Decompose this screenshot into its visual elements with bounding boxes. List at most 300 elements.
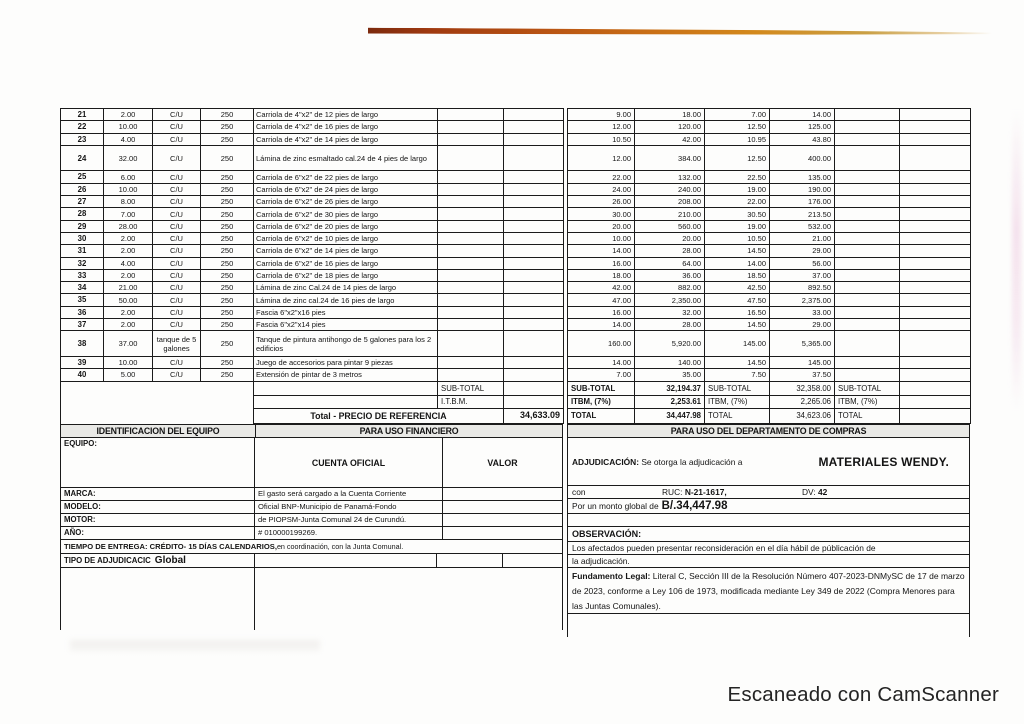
item-code: 250	[201, 269, 254, 281]
observacion-line1: Los afectados pueden presentar reconsideración en el día hábil de públicación de	[567, 542, 970, 555]
ref-unit-cell	[438, 220, 504, 232]
marca-valor-cell	[443, 488, 563, 501]
unit-price-3	[835, 109, 900, 121]
item-number: 26	[61, 183, 104, 195]
total-price-3	[900, 208, 971, 220]
v3-total-value	[900, 408, 971, 424]
ref-itbm-value	[504, 396, 564, 409]
unit-price-3	[835, 245, 900, 257]
ref-total-cell	[504, 183, 564, 195]
total-price-1: 42.00	[635, 133, 705, 145]
item-qty: 2.00	[104, 232, 153, 244]
item-description: Carriola de 6"x2" de 26 pies de largo	[254, 196, 438, 208]
tipo-adjudicacion-value: Global	[154, 554, 186, 566]
unit-price-3	[835, 282, 900, 294]
item-qty: 10.00	[104, 183, 153, 195]
total-price-2: 5,365.00	[770, 331, 835, 357]
tiempo-entrega-rest: en coordinación, con la Junta Comunal.	[276, 541, 404, 551]
item-number: 38	[61, 331, 104, 357]
item-number: 22	[61, 121, 104, 133]
ref-total-cell	[504, 319, 564, 331]
unit-price-1: 7.00	[568, 369, 635, 381]
item-qty: 28.00	[104, 220, 153, 232]
ref-total-cell	[504, 369, 564, 381]
total-price-3	[900, 245, 971, 257]
ref-total-cell	[504, 196, 564, 208]
border-line	[60, 568, 61, 630]
total-price-1: 120.00	[635, 121, 705, 133]
total-price-2: 145.00	[770, 356, 835, 368]
item-unit: C/U	[153, 319, 201, 331]
item-qty: 21.00	[104, 282, 153, 294]
item-row	[61, 356, 564, 368]
item-qty: 6.00	[104, 171, 153, 183]
total-price-1: 18.00	[635, 109, 705, 121]
unit-price-2: 14.50	[705, 319, 770, 331]
tiempo-entrega-bold: TIEMPO DE ENTREGA: CRÉDITO- 15 DÍAS CALENDARIOS,	[64, 541, 277, 551]
ano-value: # 010000199269.	[255, 527, 443, 540]
unit-price-1: 12.00	[568, 145, 635, 171]
dv-pair	[802, 487, 827, 497]
border-line	[969, 614, 970, 637]
item-number: 32	[61, 257, 104, 269]
item-number: 34	[61, 282, 104, 294]
item-row	[61, 282, 564, 294]
item-qty: 8.00	[104, 196, 153, 208]
adjudicacion-phrase: Se otorga la adjudicación a	[639, 456, 743, 467]
tipo-empty-2	[437, 554, 503, 569]
adjudicacion-label: ADJUDICACIÓN:	[572, 456, 639, 467]
item-qty: 10.00	[104, 121, 153, 133]
v1-total-value: 34,447.98	[635, 408, 705, 424]
observacion-line2-row	[567, 555, 970, 568]
unit-price-1: 16.00	[568, 306, 635, 318]
ref-total-cell	[504, 294, 564, 306]
item-row	[61, 269, 564, 281]
item-description: Tanque de pintura antihongo de 5 galones para los 2 edificios	[254, 331, 438, 357]
section-header-band-left	[60, 424, 563, 438]
unit-price-3	[835, 183, 900, 195]
unit-price-2: 22.00	[705, 196, 770, 208]
total-price-2: 43.80	[770, 133, 835, 145]
unit-price-3	[835, 269, 900, 281]
item-price-row	[568, 183, 971, 195]
unit-price-1: 24.00	[568, 183, 635, 195]
item-qty: 10.00	[104, 356, 153, 368]
item-unit: C/U	[153, 257, 201, 269]
item-row	[61, 232, 564, 244]
ref-total-label: Total - PRECIO DE REFERENCIA	[254, 408, 504, 424]
ref-total-cell	[504, 257, 564, 269]
item-unit: C/U	[153, 183, 201, 195]
item-code: 250	[201, 245, 254, 257]
total-price-3	[900, 269, 971, 281]
item-unit: C/U	[153, 145, 201, 171]
item-code: 250	[201, 319, 254, 331]
ref-total-cell	[504, 245, 564, 257]
total-price-3	[900, 294, 971, 306]
field-row-motor	[60, 514, 563, 527]
item-qty: 7.00	[104, 208, 153, 220]
total-price-3	[900, 145, 971, 171]
item-number: 39	[61, 356, 104, 368]
ref-subtotal-value	[504, 381, 564, 396]
ref-total-cell	[504, 282, 564, 294]
item-number: 30	[61, 232, 104, 244]
v2-total-label: TOTAL	[705, 408, 770, 424]
unit-price-1: 14.00	[568, 319, 635, 331]
total-price-1: 210.00	[635, 208, 705, 220]
item-price-row	[568, 196, 971, 208]
item-unit: C/U	[153, 232, 201, 244]
item-description: Lámina de zinc cal.24 de 16 pies de largo	[254, 294, 438, 306]
items-table-right	[567, 108, 971, 424]
item-unit: C/U	[153, 245, 201, 257]
vendor-subtotal-row	[568, 381, 971, 396]
financial-header: PARA USO FINANCIERO	[359, 426, 459, 437]
item-price-row	[568, 319, 971, 331]
item-number: 35	[61, 294, 104, 306]
fundamento-cell	[567, 568, 970, 614]
item-description: Fascia 6"x2"x16 pies	[254, 306, 438, 318]
item-price-row	[568, 306, 971, 318]
unit-price-2: 7.50	[705, 369, 770, 381]
item-number: 25	[61, 171, 104, 183]
item-price-row	[568, 257, 971, 269]
unit-price-1: 30.00	[568, 208, 635, 220]
item-qty: 5.00	[104, 369, 153, 381]
dv-label: DV:	[802, 487, 816, 498]
item-price-row	[568, 133, 971, 145]
ano-label: AÑO:	[60, 527, 255, 540]
item-code: 250	[201, 109, 254, 121]
item-code: 250	[201, 133, 254, 145]
unit-price-3	[835, 220, 900, 232]
unit-price-3	[835, 294, 900, 306]
unit-price-3	[835, 232, 900, 244]
equipo-row	[60, 438, 563, 488]
modelo-valor-cell	[443, 501, 563, 514]
item-description: Lámina de zinc Cal.24 de 14 pies de largo	[254, 282, 438, 294]
total-price-2: 532.00	[770, 220, 835, 232]
total-price-1: 36.00	[635, 269, 705, 281]
item-number: 27	[61, 196, 104, 208]
item-code: 250	[201, 220, 254, 232]
camscanner-footer: Escaneado con CamScanner	[727, 683, 999, 706]
unit-price-3	[835, 208, 900, 220]
unit-price-1: 18.00	[568, 269, 635, 281]
purchasing-header: PARA USO DEL DEPARTAMENTO DE COMPRAS	[670, 426, 867, 437]
ref-total-cell	[504, 121, 564, 133]
unit-price-2: 14.50	[705, 245, 770, 257]
item-price-row	[568, 220, 971, 232]
item-price-row	[568, 171, 971, 183]
open-cell	[61, 396, 254, 409]
unit-price-1: 10.50	[568, 133, 635, 145]
item-row	[61, 171, 564, 183]
item-number: 36	[61, 306, 104, 318]
tipo-adjudicacion-row	[60, 554, 563, 569]
item-unit: C/U	[153, 220, 201, 232]
total-price-2: 892.50	[770, 282, 835, 294]
ref-unit-cell	[438, 369, 504, 381]
unit-price-1: 22.00	[568, 171, 635, 183]
total-price-1: 560.00	[635, 220, 705, 232]
v2-subtotal-label: SUB-TOTAL	[705, 381, 770, 396]
total-price-3	[900, 356, 971, 368]
tipo-empty-3	[503, 554, 563, 569]
ref-subtotal-row	[61, 381, 564, 396]
ref-itbm-label: I.T.B.M.	[438, 396, 504, 409]
item-description: Carriola de 4"x2" de 12 pies de largo	[254, 109, 438, 121]
motor-valor-cell	[443, 514, 563, 527]
ref-total-cell	[504, 331, 564, 357]
unit-price-2: 30.50	[705, 208, 770, 220]
dv-value: 42	[817, 487, 828, 498]
unit-price-1: 42.00	[568, 282, 635, 294]
item-price-row	[568, 294, 971, 306]
total-price-1: 64.00	[635, 257, 705, 269]
total-price-1: 28.00	[635, 245, 705, 257]
empty-cell	[567, 514, 970, 527]
unit-price-2: 12.50	[705, 145, 770, 171]
items-table-left	[60, 108, 564, 424]
monto-text: Por un monto global de	[572, 501, 659, 512]
ref-total-row	[61, 408, 564, 424]
total-price-2: 2,375.00	[770, 294, 835, 306]
item-row	[61, 294, 564, 306]
ref-total-value: 34,633.09	[504, 408, 564, 424]
vendor-totals-body	[568, 381, 971, 424]
item-code: 250	[201, 121, 254, 133]
item-unit: C/U	[153, 306, 201, 318]
item-code: 250	[201, 208, 254, 220]
ref-total-cell	[504, 145, 564, 171]
unit-price-3	[835, 145, 900, 171]
unit-price-3	[835, 306, 900, 318]
item-description: Carriola de 6"x2" de 22 pies de largo	[254, 171, 438, 183]
item-price-row	[568, 331, 971, 357]
item-row	[61, 109, 564, 121]
item-price-row	[568, 145, 971, 171]
unit-price-2: 42.50	[705, 282, 770, 294]
ref-unit-cell	[438, 171, 504, 183]
v1-itbm-label: ITBM, (7%)	[568, 396, 635, 409]
total-price-2: 29.00	[770, 319, 835, 331]
total-price-1: 132.00	[635, 171, 705, 183]
unit-price-2: 10.50	[705, 232, 770, 244]
total-price-3	[900, 121, 971, 133]
item-unit: C/U	[153, 369, 201, 381]
tipo-adjudicacion-label: TIPO DE ADJUDICACIC	[64, 555, 151, 565]
total-price-1: 140.00	[635, 356, 705, 368]
valor-header: VALOR	[443, 438, 563, 488]
unit-price-3	[835, 171, 900, 183]
border-line	[567, 614, 568, 637]
item-number: 23	[61, 133, 104, 145]
total-price-1: 882.00	[635, 282, 705, 294]
unit-price-2: 19.00	[705, 220, 770, 232]
item-qty: 32.00	[104, 145, 153, 171]
item-unit: C/U	[153, 133, 201, 145]
item-description: Lámina de zinc esmaltado cal.24 de 4 pies de largo	[254, 145, 438, 171]
item-row	[61, 369, 564, 381]
item-code: 250	[201, 183, 254, 195]
item-qty: 50.00	[104, 294, 153, 306]
total-price-1: 20.00	[635, 232, 705, 244]
total-price-3	[900, 369, 971, 381]
vendor-itbm-row	[568, 396, 971, 409]
item-row	[61, 331, 564, 357]
total-price-1: 384.00	[635, 145, 705, 171]
item-number: 21	[61, 109, 104, 121]
total-price-2: 125.00	[770, 121, 835, 133]
item-code: 250	[201, 282, 254, 294]
item-code: 250	[201, 145, 254, 171]
item-row	[61, 196, 564, 208]
v3-itbm-value	[900, 396, 971, 409]
observacion-line2: la adjudicación.	[567, 555, 970, 568]
tiempo-entrega-text	[60, 540, 563, 554]
ref-unit-cell	[438, 196, 504, 208]
tiempo-entrega-row	[60, 540, 563, 554]
total-price-2: 176.00	[770, 196, 835, 208]
total-price-3	[900, 306, 971, 318]
observacion-header: OBSERVACIÓN:	[567, 527, 970, 542]
unit-price-1: 16.00	[568, 257, 635, 269]
item-price-row	[568, 208, 971, 220]
unit-price-1: 14.00	[568, 356, 635, 368]
item-qty: 2.00	[104, 109, 153, 121]
total-price-1: 2,350.00	[635, 294, 705, 306]
items-body-right	[568, 109, 971, 382]
total-price-3	[900, 196, 971, 208]
empty-row	[567, 514, 970, 527]
item-description: Carriola de 6"x2" de 16 pies de largo	[254, 257, 438, 269]
item-price-row	[568, 245, 971, 257]
item-unit: tanque de 5 galones	[153, 331, 201, 357]
ref-unit-cell	[438, 306, 504, 318]
vendor-total-row	[568, 408, 971, 424]
item-code: 250	[201, 331, 254, 357]
item-price-row	[568, 109, 971, 121]
item-code: 250	[201, 356, 254, 368]
item-description: Juego de accesorios para pintar 9 piezas	[254, 356, 438, 368]
field-row-modelo	[60, 501, 563, 514]
unit-price-2: 7.00	[705, 109, 770, 121]
total-price-2: 33.00	[770, 306, 835, 318]
v2-itbm-value: 2,265.06	[770, 396, 835, 409]
item-price-row	[568, 269, 971, 281]
left-open-area	[60, 568, 563, 630]
right-section	[567, 108, 970, 637]
con-label: con	[572, 487, 586, 498]
scan-artifact-orange-streak	[368, 28, 992, 37]
item-description: Carriola de 6"x2" de 14 pies de largo	[254, 245, 438, 257]
empty-desc-cell	[254, 381, 438, 396]
total-price-1: 208.00	[635, 196, 705, 208]
item-code: 250	[201, 171, 254, 183]
unit-price-3	[835, 196, 900, 208]
item-row	[61, 208, 564, 220]
item-row	[61, 245, 564, 257]
item-number: 31	[61, 245, 104, 257]
unit-price-1: 12.00	[568, 121, 635, 133]
fundamento-text: Literal C, Sección III de la Resolución Número 407-2023-DNMySC de 17 de marzo de 2023, conforme a Ley 106 de 1973, modificada mediante Ley 349 de 2022 (Compra Menores para las Juntas Comunales).	[572, 571, 965, 612]
unit-price-1: 10.00	[568, 232, 635, 244]
cuenta-oficial-header: CUENTA OFICIAL	[255, 438, 443, 488]
ref-unit-cell	[438, 269, 504, 281]
ruc-label: RUC:	[662, 487, 683, 498]
item-number: 29	[61, 220, 104, 232]
item-qty: 2.00	[104, 269, 153, 281]
v1-total-label: TOTAL	[568, 408, 635, 424]
item-unit: C/U	[153, 121, 201, 133]
v2-itbm-label: ITBM, (7%)	[705, 396, 770, 409]
item-qty: 4.00	[104, 257, 153, 269]
ref-subtotal-label: SUB-TOTAL	[438, 381, 504, 396]
total-price-3	[900, 232, 971, 244]
item-number: 24	[61, 145, 104, 171]
ref-unit-cell	[438, 145, 504, 171]
unit-price-3	[835, 257, 900, 269]
item-unit: C/U	[153, 196, 201, 208]
unit-price-2: 14.50	[705, 356, 770, 368]
scan-artifact-smudge	[70, 640, 320, 652]
total-price-2: 37.00	[770, 269, 835, 281]
ref-total-cell	[504, 232, 564, 244]
unit-price-1: 9.00	[568, 109, 635, 121]
ref-unit-cell	[438, 183, 504, 195]
item-description: Carriola de 4"x2" de 14 pies de largo	[254, 133, 438, 145]
right-open-area	[567, 614, 970, 637]
unit-price-1: 26.00	[568, 196, 635, 208]
unit-price-3	[835, 356, 900, 368]
border-line	[562, 568, 563, 630]
v1-subtotal-value: 32,194.37	[635, 381, 705, 396]
ref-total-cell	[504, 109, 564, 121]
item-code: 250	[201, 232, 254, 244]
item-row	[61, 257, 564, 269]
unit-price-2: 18.50	[705, 269, 770, 281]
ref-itbm-row	[61, 396, 564, 409]
comparison-form	[60, 108, 970, 637]
unit-price-2: 16.50	[705, 306, 770, 318]
adjudicacion-text	[568, 457, 742, 467]
ref-total-cell	[504, 306, 564, 318]
total-price-2: 400.00	[770, 145, 835, 171]
total-price-2: 135.00	[770, 171, 835, 183]
total-price-3	[900, 183, 971, 195]
field-row-marca	[60, 488, 563, 501]
item-price-row	[568, 282, 971, 294]
item-row	[61, 121, 564, 133]
total-price-3	[900, 257, 971, 269]
item-code: 250	[201, 306, 254, 318]
v3-itbm-label: ITBM, (7%)	[835, 396, 900, 409]
tipo-empty-1	[255, 554, 437, 569]
v2-total-value: 34,623.06	[770, 408, 835, 424]
monto-row	[567, 499, 970, 514]
item-row	[61, 133, 564, 145]
total-price-1: 32.00	[635, 306, 705, 318]
item-description: Carriola de 6"x2" de 18 pies de largo	[254, 269, 438, 281]
item-row	[61, 183, 564, 195]
item-qty: 2.00	[104, 245, 153, 257]
item-unit: C/U	[153, 282, 201, 294]
unit-price-1: 14.00	[568, 245, 635, 257]
total-price-3	[900, 220, 971, 232]
